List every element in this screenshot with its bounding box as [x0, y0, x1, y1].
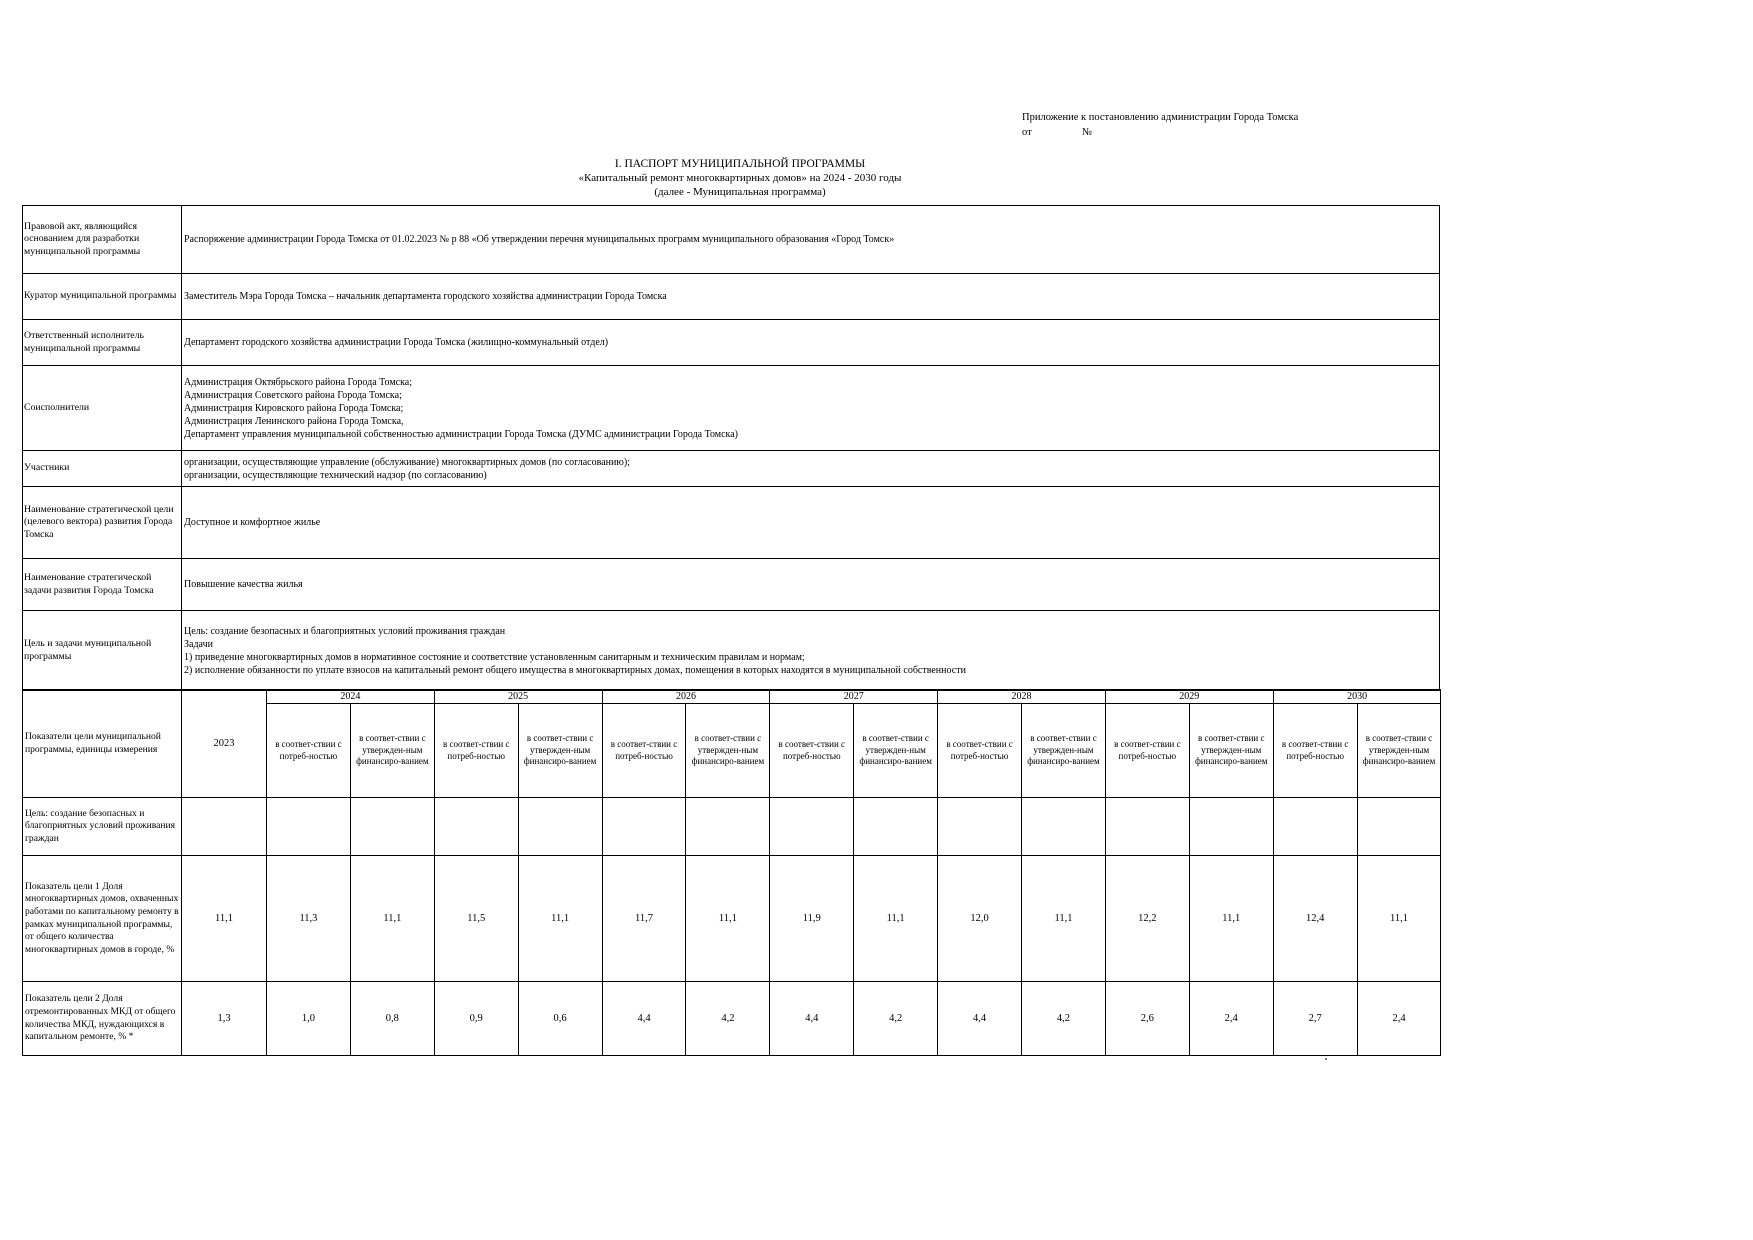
- indicator-value: 11,1: [518, 856, 602, 982]
- passport-label: Цель и задачи муниципальной программы: [23, 611, 182, 691]
- indicator-value: 11,1: [1189, 856, 1273, 982]
- year-header: 2024: [267, 690, 435, 704]
- appendix-date-line: [1022, 125, 1298, 140]
- empty-cell: [602, 798, 686, 856]
- passport-value-line: Распоряжение администрации Города Томска от 01.02.2023 № р 88 «Об утверждении перечня муниципальных программ муниципального образования «Город Томск»: [184, 234, 895, 245]
- sub-header-need: в соответ-ствии с потреб-ностью: [602, 704, 686, 798]
- sub-header-need: в соответ-ствии с потреб-ностью: [1273, 704, 1357, 798]
- passport-value-line: организации, осуществляющие управление (обслуживание) многоквартирных домов (по согласованию);: [184, 456, 630, 468]
- indicator-value: 12,4: [1273, 856, 1357, 982]
- empty-cell: [854, 798, 938, 856]
- indicator-value: 11,5: [434, 856, 518, 982]
- sub-header-need: в соответ-ствии с потреб-ностью: [938, 704, 1022, 798]
- indicator-value: 11,9: [770, 856, 854, 982]
- sub-header-need: в соответ-ствии с потреб-ностью: [267, 704, 351, 798]
- sub-header-approved: в соответ-ствии с утвержден-ным финансиро-ванием: [350, 704, 434, 798]
- passport-row: [23, 274, 1440, 320]
- indicator-value: 2,4: [1189, 982, 1273, 1056]
- empty-cell: [938, 798, 1022, 856]
- passport-value-line: 2) исполнение обязанности по уплате взносов на капитальный ремонт общего имущества в многоквартирных домах, помещения в которых находятся в муниципальной собственности: [184, 664, 966, 676]
- indicator-value: 1,0: [267, 982, 351, 1056]
- passport-value: [182, 206, 1440, 274]
- empty-cell: [686, 798, 770, 856]
- appendix-number: №: [1082, 127, 1093, 138]
- empty-cell: [1022, 798, 1106, 856]
- indicator-base-value: 1,3: [182, 982, 267, 1056]
- indicator-header-label: Показатели цели муниципальной программы, единицы измерения: [23, 690, 182, 798]
- passport-value-line: Доступное и комфортное жилье: [184, 517, 321, 528]
- passport-label: Наименование стратегической цели (целевого вектора) развития Города Томска: [23, 487, 182, 559]
- passport-row: [23, 320, 1440, 366]
- passport-row: [23, 487, 1440, 559]
- passport-value-line: Администрация Ленинского района Города Томска,: [184, 415, 404, 427]
- indicator-label: Показатель цели 2 Доля отремонтированных МКД от общего количества МКД, нуждающихся в капитальном ремонте, % *: [23, 982, 182, 1056]
- sub-header-need: в соответ-ствии с потреб-ностью: [770, 704, 854, 798]
- indicator-value: 2,4: [1357, 982, 1441, 1056]
- sub-header-need: в соответ-ствии с потреб-ностью: [434, 704, 518, 798]
- empty-cell: [1273, 798, 1357, 856]
- indicator-value: 11,3: [267, 856, 351, 982]
- passport-value-line: Повышение качества жилья: [184, 579, 303, 590]
- indicator-value: 2,7: [1273, 982, 1357, 1056]
- passport-value-line: 1) приведение многоквартирных домов в нормативное состояние и соответствие установленным санитарным и техническим правилам и нормам;: [184, 651, 805, 663]
- indicator-value: 0,9: [434, 982, 518, 1056]
- sub-header-approved: в соответ-ствии с утвержден-ным финансиро-ванием: [1022, 704, 1106, 798]
- scan-mark: [1325, 1058, 1327, 1060]
- indicator-value: 4,4: [602, 982, 686, 1056]
- appendix-line: Приложение к постановлению администрации Города Томска: [1022, 112, 1299, 123]
- sub-header-approved: в соответ-ствии с утвержден-ным финансиро-ванием: [686, 704, 770, 798]
- passport-value-line: Администрация Кировского района Города Томска;: [184, 402, 404, 414]
- empty-cell: [770, 798, 854, 856]
- passport-value: [182, 487, 1440, 559]
- base-year-header: 2023: [182, 690, 267, 798]
- header-years-row: [23, 690, 1441, 704]
- passport-value: [182, 611, 1440, 691]
- passport-value-line: Администрация Советского района Города Томска;: [184, 389, 402, 401]
- empty-cell: [182, 798, 267, 856]
- indicator-value: 12,0: [938, 856, 1022, 982]
- indicator-label: Показатель цели 1 Доля многоквартирных домов, охваченных работами по капитальному ремонту в рамках муниципальной программы, от общего количества многоквартирных домов в городе, %: [23, 856, 182, 982]
- document-title: [475, 157, 1005, 199]
- title-line-2: «Капитальный ремонт многоквартирных домов» на 2024 - 2030 годы: [578, 172, 902, 184]
- sub-header-approved: в соответ-ствии с утвержден-ным финансиро-ванием: [854, 704, 938, 798]
- passport-label: Участники: [23, 451, 182, 487]
- empty-cell: [267, 798, 351, 856]
- indicator-value: 11,1: [686, 856, 770, 982]
- indicator-value: 0,8: [350, 982, 434, 1056]
- empty-cell: [1105, 798, 1189, 856]
- empty-cell: [350, 798, 434, 856]
- goal-row-label: Цель: создание безопасных и благоприятных условий проживания граждан: [23, 798, 182, 856]
- year-header: 2026: [602, 690, 770, 704]
- passport-label: Ответственный исполнитель муниципальной программы: [23, 320, 182, 366]
- passport-row: [23, 611, 1440, 691]
- indicator-value: 0,6: [518, 982, 602, 1056]
- passport-row: [23, 451, 1440, 487]
- passport-table: [22, 205, 1440, 691]
- passport-value-line: Департамент городского хозяйства администрации Города Томска (жилищно-коммунальный отдел): [184, 337, 609, 348]
- title-line-1: I. ПАСПОРТ МУНИЦИПАЛЬНОЙ ПРОГРАММЫ: [614, 158, 866, 170]
- indicator-base-value: 11,1: [182, 856, 267, 982]
- year-header: 2030: [1273, 690, 1441, 704]
- indicator-value: 11,1: [854, 856, 938, 982]
- title-line-3: (далее - Муниципальная программа): [654, 186, 826, 198]
- indicator-value: 4,2: [1022, 982, 1106, 1056]
- goal-row: [23, 798, 1441, 856]
- indicator-value: 11,1: [1357, 856, 1441, 982]
- indicator-value: 11,1: [350, 856, 434, 982]
- empty-cell: [434, 798, 518, 856]
- appendix-from: от: [1022, 127, 1032, 138]
- indicator-row: [23, 982, 1441, 1056]
- year-header: 2025: [434, 690, 602, 704]
- passport-value-line: Департамент управления муниципальной собственностью администрации Города Томска (ДУМС администрации Города Томска): [184, 428, 739, 440]
- passport-row: [23, 206, 1440, 274]
- passport-label: Куратор муниципальной программы: [23, 274, 182, 320]
- passport-label: Наименование стратегической задачи развития Города Томска: [23, 559, 182, 611]
- sub-header-approved: в соответ-ствии с утвержден-ным финансиро-ванием: [1189, 704, 1273, 798]
- passport-label: Правовой акт, являющийся основанием для разработки муниципальной программы: [23, 206, 182, 274]
- year-header: 2028: [938, 690, 1106, 704]
- indicator-value: 2,6: [1105, 982, 1189, 1056]
- sub-header-approved: в соответ-ствии с утвержден-ным финансиро-ванием: [1357, 704, 1441, 798]
- indicator-value: 4,2: [686, 982, 770, 1056]
- passport-row: [23, 366, 1440, 451]
- passport-value-line: Цель: создание безопасных и благоприятных условий проживания граждан: [184, 625, 506, 637]
- passport-value-line: организации, осуществляющие технический надзор (по согласованию): [184, 469, 487, 481]
- indicator-value: 11,1: [1022, 856, 1106, 982]
- appendix-note: [1022, 110, 1298, 140]
- passport-value: [182, 274, 1440, 320]
- passport-value-line: Заместитель Мэра Города Томска – начальник департамента городского хозяйства администрации Города Томска: [184, 291, 667, 302]
- indicator-value: 12,2: [1105, 856, 1189, 982]
- indicator-value: 11,7: [602, 856, 686, 982]
- year-header: 2029: [1105, 690, 1273, 704]
- passport-label: Соисполнители: [23, 366, 182, 451]
- passport-value: [182, 366, 1440, 451]
- passport-value-line: Администрация Октябрьского района Города Томска;: [184, 376, 413, 388]
- sub-header-need: в соответ-ствии с потреб-ностью: [1105, 704, 1189, 798]
- indicator-value: 4,4: [770, 982, 854, 1056]
- indicators-table: [22, 689, 1441, 1056]
- year-header: 2027: [770, 690, 938, 704]
- passport-value: [182, 559, 1440, 611]
- empty-cell: [1357, 798, 1441, 856]
- empty-cell: [1189, 798, 1273, 856]
- indicator-value: 4,4: [938, 982, 1022, 1056]
- sub-header-approved: в соответ-ствии с утвержден-ным финансиро-ванием: [518, 704, 602, 798]
- passport-value: [182, 451, 1440, 487]
- empty-cell: [518, 798, 602, 856]
- passport-value-line: Задачи: [184, 638, 213, 650]
- indicator-row: [23, 856, 1441, 982]
- indicator-value: 4,2: [854, 982, 938, 1056]
- passport-value: [182, 320, 1440, 366]
- passport-row: [23, 559, 1440, 611]
